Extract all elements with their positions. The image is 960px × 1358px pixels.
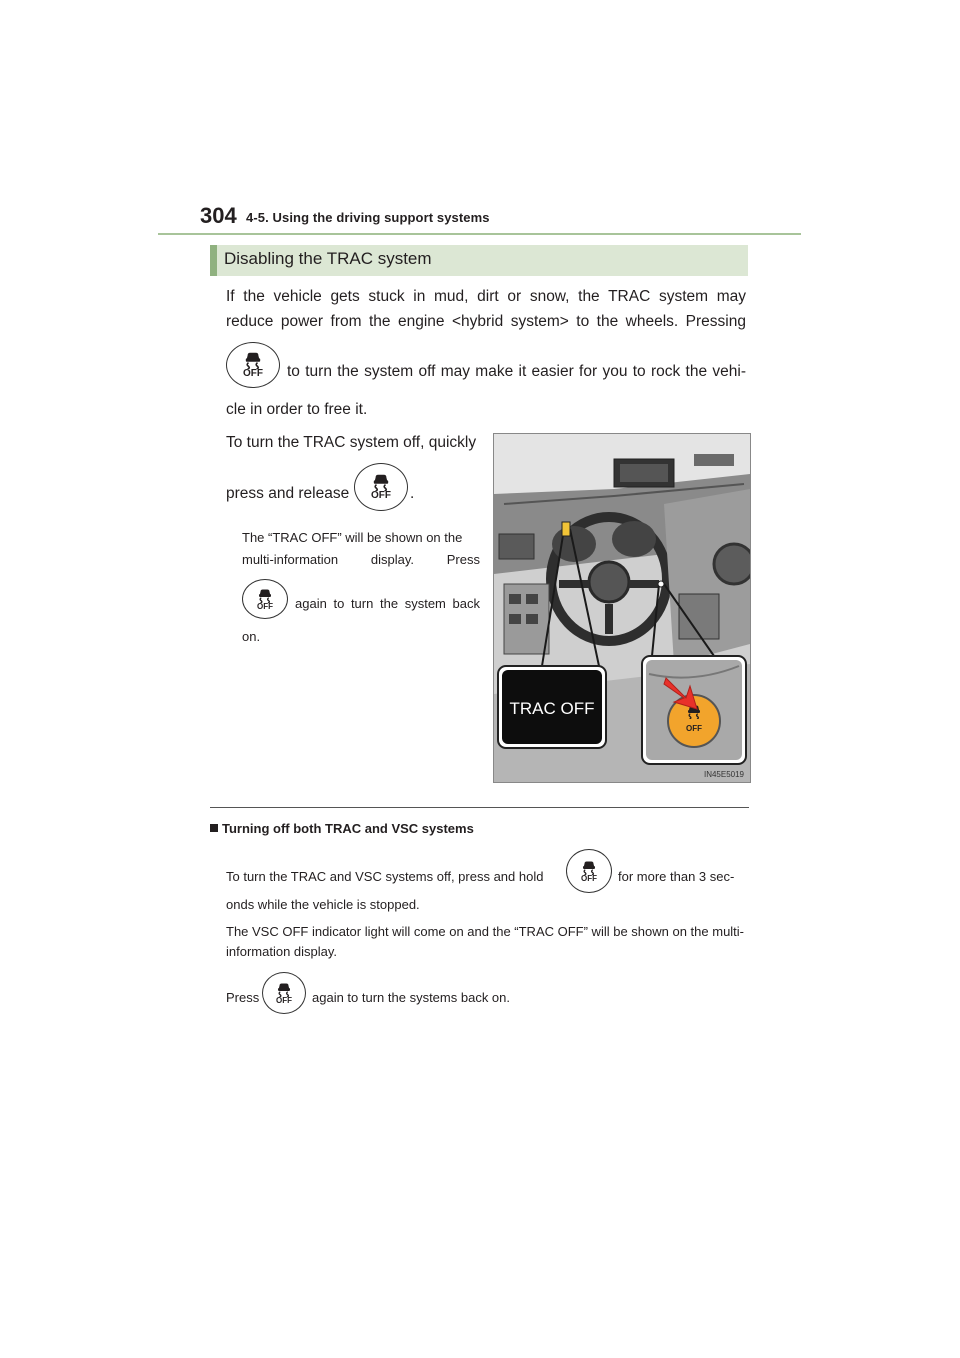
sub-p3-start: Press [226, 990, 260, 1005]
intro-line-3: to turn the system off may make it easier for you to rock the vehi- [287, 363, 746, 380]
sub-p1-line2: onds while the vehicle is stopped. [226, 897, 420, 912]
trac-off-icon [226, 342, 280, 388]
instruction-period: . [410, 485, 415, 502]
page-heading: Disabling the TRAC system [224, 249, 432, 268]
skid-icon [242, 351, 264, 369]
figure-code: IN45E5019 [703, 770, 744, 779]
sub-p3-end: again to turn the systems back on. [312, 990, 510, 1005]
note-line-1: The “TRAC OFF” will be shown on the [242, 530, 463, 545]
section-divider [210, 807, 749, 808]
dashboard-illustration [493, 433, 751, 783]
sub-p1-end: for more than 3 sec- [618, 869, 735, 884]
note-line-3: again to turn the system back [295, 596, 480, 611]
icon-off-label: OFF [371, 490, 391, 501]
intro-line-4: cle in order to free it. [226, 401, 368, 418]
dashboard-drawing [494, 434, 750, 782]
page-number: 304 [200, 203, 237, 228]
bullet-square-icon [210, 824, 218, 832]
skid-icon [256, 588, 274, 603]
trac-off-display-text: TRAC OFF [509, 699, 595, 718]
subsection-title: Turning off both TRAC and VSC systems [210, 821, 474, 836]
intro-line-1: If the vehicle gets stuck in mud, dirt or snow, the TRAC system may [226, 288, 746, 305]
trac-off-icon [242, 579, 288, 619]
trac-off-icon [354, 463, 408, 511]
instruction-line-1: To turn the TRAC system off, quickly [226, 434, 477, 451]
instruction-line-2: press and release [226, 485, 350, 502]
section-title: 4-5. Using the driving support systems [246, 210, 490, 225]
intro-line-2: reduce power from the engine <hybrid system> to the wheels. Pressing [226, 313, 746, 330]
icon-off-label: OFF [257, 601, 273, 611]
skid-icon [580, 860, 598, 875]
figure-button-label: OFF [686, 724, 702, 733]
note-line-4: on. [242, 629, 261, 644]
icon-off-label: OFF [581, 873, 597, 883]
note-line-2: multi-information display. Press [242, 552, 480, 567]
trac-off-icon [262, 972, 306, 1014]
skid-icon [275, 982, 293, 997]
skid-icon [370, 473, 392, 491]
trac-off-icon [566, 849, 612, 893]
heading-accent-bar [210, 245, 217, 276]
header-rule [158, 233, 801, 235]
icon-off-label: OFF [243, 368, 263, 379]
icon-off-label: OFF [276, 995, 292, 1005]
sub-p1-start: To turn the TRAC and VSC systems off, press and hold [226, 869, 544, 884]
sub-p2: The VSC OFF indicator light will come on and the “TRAC OFF” will be shown on the multi-information display. [226, 924, 745, 959]
